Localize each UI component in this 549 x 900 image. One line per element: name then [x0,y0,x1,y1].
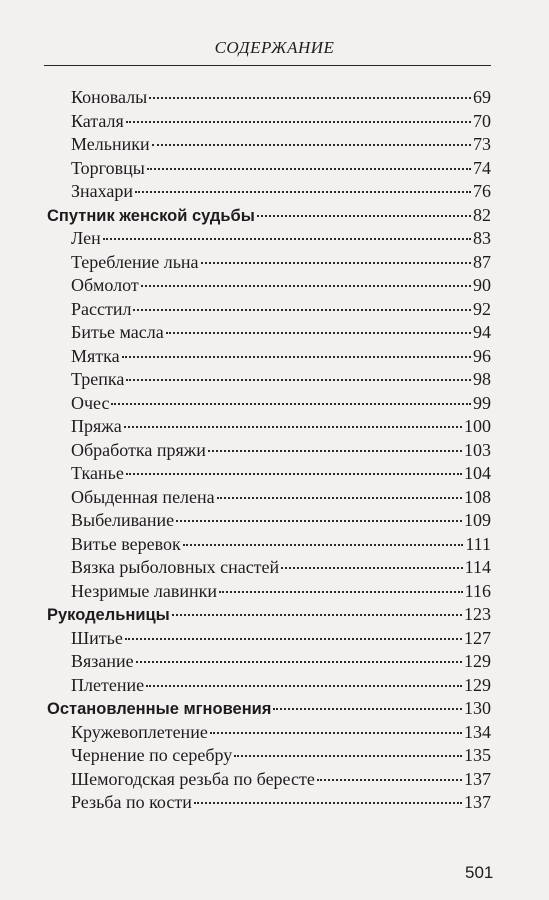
toc-entry-page: 123 [464,604,491,624]
dot-leader [166,332,471,334]
toc-section-entry [47,696,491,720]
toc-entry [71,532,491,556]
toc-entry-title: Мельники [71,134,150,154]
toc-entry-page: 127 [464,628,491,648]
toc-entry [71,156,491,180]
toc-entry-title: Рукодельницы [47,606,170,624]
dot-leader [194,802,462,804]
toc-entry-title: Незримые лавинки [71,581,218,601]
toc-entry [71,508,491,532]
dot-leader [176,520,462,522]
dot-leader [126,121,471,123]
toc-entry [71,179,491,203]
toc-entry [71,555,491,579]
dot-leader [125,638,462,640]
toc-entry-title: Тканье [71,463,124,483]
dot-leader [126,473,462,475]
toc-entry-title: Кружевоплетение [71,722,208,742]
toc-entry-title: Торговцы [71,158,145,178]
toc-entry-page: 87 [473,252,491,272]
toc-entry [71,673,491,697]
toc-entry-title: Трепка [71,369,125,389]
dot-leader [234,755,462,757]
toc-entry [71,344,491,368]
dot-leader [208,450,462,452]
dot-leader [141,285,471,287]
toc-entry-title: Вязка рыболовных снастей [71,557,280,577]
running-header: СОДЕРЖАНИЕ [214,38,335,57]
toc-entry-page: 111 [465,534,491,554]
toc-entry-title: Спутник женской судьбы [47,207,255,225]
toc-entry [71,320,491,344]
toc-entry-page: 76 [473,181,491,201]
dot-leader [201,262,471,264]
toc-entry [71,579,491,603]
toc-entry [71,438,491,462]
toc-entry-page: 109 [464,510,491,530]
toc-entry [71,391,491,415]
toc-entry-page: 90 [473,275,491,295]
toc-entry-page: 82 [473,205,491,225]
toc-entry-title: Обмолот [71,275,139,295]
toc-entry-page: 137 [464,792,491,812]
toc-section-entry [47,602,491,626]
toc-entry-title: Обработка пряжи [71,440,206,460]
toc-entry-title: Мятка [71,346,120,366]
toc-entry-page: 129 [464,651,491,671]
toc-entry-title: Остановленные мгновения [47,700,272,718]
dot-leader [281,567,462,569]
toc-entry-title: Пряжа [71,416,122,436]
dot-leader [217,497,462,499]
toc-entry-title: Чернение по серебру [71,745,233,765]
dot-leader [136,661,462,663]
toc-entry-page: 134 [464,722,491,742]
toc-entry-page: 92 [473,299,491,319]
toc-entry-page: 70 [473,111,491,131]
toc-entry-title: Плетение [71,675,145,695]
toc-entry-page: 104 [464,463,491,483]
toc-entry-title: Шемогодская резьба по бересте [71,769,315,789]
toc-entry [71,649,491,673]
toc-entry-title: Резьба по кости [71,792,192,812]
dot-leader [257,215,471,217]
toc-entry-page: 130 [464,698,491,718]
toc-entry-title: Расстил [71,299,132,319]
toc-entry-title: Вязание [71,651,134,671]
dot-leader [210,732,462,734]
toc-entry-page: 69 [473,87,491,107]
toc-entry-title: Теребление льна [71,252,199,272]
toc-entry-page: 108 [464,487,491,507]
toc-entry-title: Коновалы [71,87,148,107]
dot-leader [126,379,471,381]
toc-entry [71,414,491,438]
page-number: 501 [465,863,494,882]
toc-entry-page: 83 [473,228,491,248]
toc-entry-title: Знахари [71,181,134,201]
dot-leader [152,144,471,146]
dot-leader [317,779,462,781]
header-divider [44,65,491,66]
toc-entry [71,132,491,156]
toc-entry [71,85,491,109]
toc-entry [71,226,491,250]
dot-leader [172,614,462,616]
toc-entry [71,273,491,297]
toc-entry [71,461,491,485]
toc-entry [71,485,491,509]
toc-entry [71,767,491,791]
toc-entry-page: 74 [473,158,491,178]
toc-entry-page: 135 [464,745,491,765]
toc-entry-page: 73 [473,134,491,154]
toc-entry [71,250,491,274]
dot-leader [273,708,462,710]
toc-entry [71,626,491,650]
dot-leader [183,544,464,546]
toc-entry-page: 100 [464,416,491,436]
toc-entry-page: 94 [473,322,491,342]
toc-entry-title: Очес [71,393,110,413]
toc-entry [71,743,491,767]
toc-section-entry [47,203,491,227]
dot-leader [111,403,471,405]
toc-entry-page: 96 [473,346,491,366]
toc-entry-title: Лен [71,228,101,248]
toc-entry-page: 114 [464,557,491,577]
toc-entry [71,720,491,744]
toc-entry [71,367,491,391]
toc-entry-page: 103 [464,440,491,460]
toc-entry-page: 137 [464,769,491,789]
toc-entry-page: 98 [473,369,491,389]
dot-leader [146,685,462,687]
toc-entry [71,109,491,133]
dot-leader [124,426,462,428]
dot-leader [122,356,471,358]
toc-entry-title: Каталя [71,111,124,131]
toc-entry-title: Выбеливание [71,510,175,530]
toc-entry-title: Обыденная пелена [71,487,215,507]
dot-leader [219,591,463,593]
dot-leader [135,191,471,193]
dot-leader [149,97,471,99]
toc-entry [71,790,491,814]
toc-entry-title: Шитье [71,628,123,648]
dot-leader [103,238,471,240]
toc-entry-title: Битье масла [71,322,164,342]
toc-entry-page: 129 [464,675,491,695]
toc-entry-page: 116 [464,581,491,601]
dot-leader [147,168,471,170]
dot-leader [133,309,471,311]
toc-entry [71,297,491,321]
toc-entry-page: 99 [473,393,491,413]
toc-entry-title: Витье веревок [71,534,181,554]
